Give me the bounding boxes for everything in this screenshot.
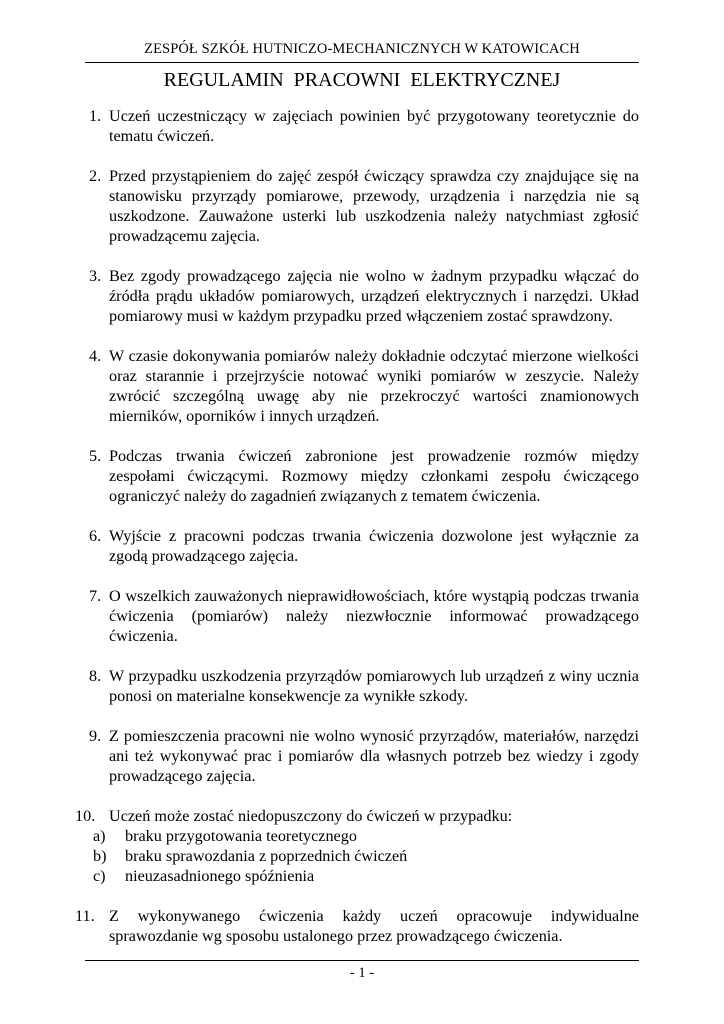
rule-text: Przed przystąpieniem do zajęć zespół ćwiczący sprawdza czy znajdujące się na stanowisku przyrządy pomiarowe, przewody, urządzenia i narzędzia nie są uszkodzone. Zauważone usterki lub uszkodzenia należy natychmiast zgłosić prowadzącemu zajęcia.	[109, 167, 639, 245]
rule-number: 5.	[89, 447, 102, 465]
rule-item	[85, 526, 639, 566]
rule-text: Podczas trwania ćwiczeń zabronione jest prowadzenie rozmów między zespołami ćwiczącymi. Rozmowy między członkami zespołu ćwiczącego ograniczyć należy do zagadnień związanych z tematem ćwiczenia.	[109, 447, 639, 505]
rule-text: W przypadku uszkodzenia przyrządów pomiarowych lub urządzeń z winy ucznia ponosi on materialne konsekwencje za wynikłe szkody.	[109, 667, 639, 705]
rule-text: Bez zgody prowadzącego zajęcia nie wolno w żadnym przypadku włączać do źródła prądu układów pomiarowych, urządzeń elektrycznych i narzędzi. Układ pomiarowy musi w każdym przypadku przed włączeniem zostać sprawdzony.	[109, 267, 639, 325]
rule-number: 8.	[89, 667, 102, 685]
rule-number: 2.	[89, 167, 102, 185]
rule-item	[85, 166, 639, 246]
header-divider	[85, 62, 639, 63]
sub-item	[93, 846, 639, 866]
rule-number: 3.	[89, 267, 102, 285]
rule-number: 10.	[75, 807, 96, 825]
rule-number: 11.	[75, 907, 95, 925]
rule-number: 4.	[89, 347, 102, 365]
rule-item	[85, 446, 639, 506]
rule-number: 9.	[89, 727, 102, 745]
rule-item	[85, 266, 639, 326]
rule-number: 6.	[89, 527, 102, 545]
rule-text: Uczeń może zostać niedopuszczony do ćwiczeń w przypadku:	[109, 807, 513, 825]
sub-item-label: c)	[93, 867, 106, 885]
rule-item	[75, 906, 639, 946]
rule-item	[85, 726, 639, 786]
rule-text: Z pomieszczenia pracowni nie wolno wynosić przyrządów, materiałów, narzędzi ani też wykonywać prac i pomiarów dla własnych potrzeb bez wiedzy i zgody prowadzącego zajęcia.	[109, 727, 639, 785]
sub-item-text: nieuzasadnionego spóźnienia	[125, 867, 315, 885]
sub-item-text: braku sprawozdania z poprzednich ćwiczeń	[125, 847, 408, 865]
sub-item	[93, 826, 639, 846]
rule-item	[85, 666, 639, 706]
rule-text: W czasie dokonywania pomiarów należy dokładnie odczytać mierzone wielkości oraz starannie i przejrzyście notować wyniki pomiarów w zeszycie. Należy zwrócić szczególną uwagę aby nie przekroczyć wartości znamionowych mierników, oporników i innych urządzeń.	[109, 347, 639, 425]
page-number: - 1 -	[349, 965, 375, 981]
rule-item	[85, 106, 639, 146]
rule-text: O wszelkich zauważonych nieprawidłowościach, które wystąpią podczas trwania ćwiczenia (pomiarów) należy niezwłocznie informować prowadzącego ćwiczenia.	[109, 587, 639, 645]
rule-item	[85, 346, 639, 426]
rule-item	[75, 806, 639, 886]
rules-list	[75, 106, 639, 966]
rule-number: 1.	[89, 107, 102, 125]
footer-divider	[85, 960, 639, 961]
sub-item-text: braku przygotowania teoretycznego	[125, 827, 357, 845]
document-title: REGULAMIN PRACOWNI ELEKTRYCZNEJ	[163, 69, 561, 91]
institution-header: ZESPÓŁ SZKÓŁ HUTNICZO-MECHANICZNYCH W KATOWICACH	[144, 41, 580, 57]
rule-item	[85, 586, 639, 646]
sub-item-label: a)	[93, 827, 106, 845]
rule-text: Uczeń uczestniczący w zajęciach powinien być przygotowany teoretycznie do tematu ćwiczeń.	[109, 107, 639, 145]
rule-text: Z wykonywanego ćwiczenia każdy uczeń opracowuje indywidualne sprawozdanie wg sposobu ustalonego przez prowadzącego ćwiczenia.	[109, 907, 639, 945]
sub-item	[93, 866, 639, 886]
rule-number: 7.	[89, 587, 102, 605]
rule-text: Wyjście z pracowni podczas trwania ćwiczenia dozwolone jest wyłącznie za zgodą prowadzącego zajęcia.	[109, 527, 639, 565]
sub-item-label: b)	[93, 847, 107, 865]
rule-sublist	[93, 826, 639, 886]
